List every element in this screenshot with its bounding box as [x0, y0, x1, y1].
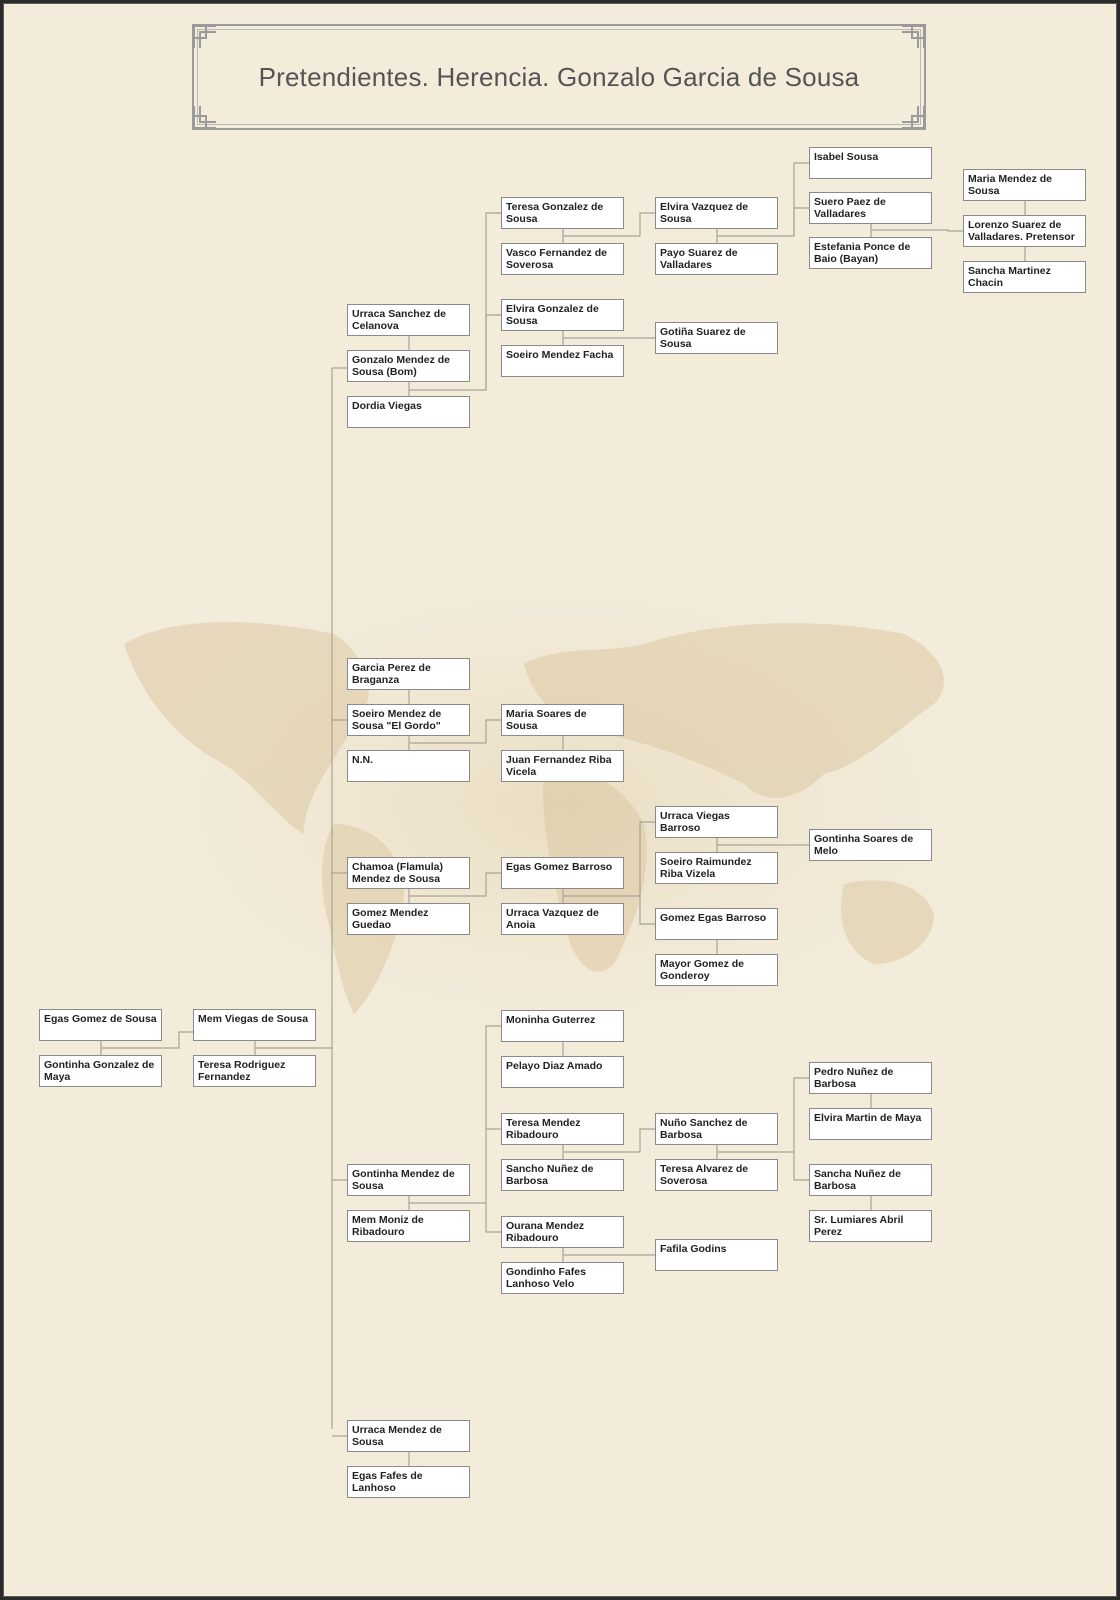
person-box[interactable]: Teresa Gonzalez de Sousa: [501, 197, 624, 229]
person-box[interactable]: Gontinha Mendez de Sousa: [347, 1164, 470, 1196]
person-box[interactable]: Egas Gomez de Sousa: [39, 1009, 162, 1041]
person-box[interactable]: Soeiro Mendez Facha: [501, 345, 624, 377]
person-box[interactable]: Juan Fernandez Riba Vicela: [501, 750, 624, 782]
person-box[interactable]: Lorenzo Suarez de Valladares. Pretensor: [963, 215, 1086, 247]
person-box[interactable]: Maria Mendez de Sousa: [963, 169, 1086, 201]
person-box[interactable]: Payo Suarez de Valladares: [655, 243, 778, 275]
person-box[interactable]: Egas Gomez Barroso: [501, 857, 624, 889]
person-box[interactable]: Isabel Sousa: [809, 147, 932, 179]
person-box[interactable]: Mem Viegas de Sousa: [193, 1009, 316, 1041]
person-box[interactable]: Sancha Nuñez de Barbosa: [809, 1164, 932, 1196]
person-box[interactable]: Elvira Vazquez de Sousa: [655, 197, 778, 229]
person-box[interactable]: Dordia Viegas: [347, 396, 470, 428]
person-box[interactable]: Urraca Mendez de Sousa: [347, 1420, 470, 1452]
person-box[interactable]: Gomez Egas Barroso: [655, 908, 778, 940]
person-box[interactable]: Pelayo Diaz Amado: [501, 1056, 624, 1088]
person-box[interactable]: Vasco Fernandez de Soverosa: [501, 243, 624, 275]
person-box[interactable]: Gonzalo Mendez de Sousa (Bom): [347, 350, 470, 382]
frame-corner-ornament: [192, 104, 218, 130]
person-box[interactable]: Teresa Mendez Ribadouro: [501, 1113, 624, 1145]
frame-corner-ornament: [900, 24, 926, 50]
title-frame: [192, 24, 926, 130]
person-box[interactable]: Pedro Nuñez de Barbosa: [809, 1062, 932, 1094]
person-box[interactable]: Urraca Sanchez de Celanova: [347, 304, 470, 336]
frame-corner-ornament: [192, 24, 218, 50]
person-box[interactable]: Gontinha Soares de Melo: [809, 829, 932, 861]
person-box[interactable]: Mem Moniz de Ribadouro: [347, 1210, 470, 1242]
person-box[interactable]: Sancho Nuñez de Barbosa: [501, 1159, 624, 1191]
person-box[interactable]: N.N.: [347, 750, 470, 782]
person-box[interactable]: Egas Fafes de Lanhoso: [347, 1466, 470, 1498]
person-box[interactable]: Sancha Martinez Chacin: [963, 261, 1086, 293]
person-box[interactable]: Suero Paez de Valladares: [809, 192, 932, 224]
person-box[interactable]: Ourana Mendez Ribadouro: [501, 1216, 624, 1248]
person-box[interactable]: Elvira Gonzalez de Sousa: [501, 299, 624, 331]
person-box[interactable]: Soeiro Mendez de Sousa "El Gordo": [347, 704, 470, 736]
person-box[interactable]: Gontinha Gonzalez de Maya: [39, 1055, 162, 1087]
person-box[interactable]: Mayor Gomez de Gonderoy: [655, 954, 778, 986]
frame-corner-ornament: [900, 104, 926, 130]
person-box[interactable]: Gotiña Suarez de Sousa: [655, 322, 778, 354]
person-box[interactable]: Chamoa (Flamula) Mendez de Sousa: [347, 857, 470, 889]
person-box[interactable]: Estefania Ponce de Baio (Bayan): [809, 237, 932, 269]
person-box[interactable]: Urraca Vazquez de Anoia: [501, 903, 624, 935]
person-box[interactable]: Nuño Sanchez de Barbosa: [655, 1113, 778, 1145]
person-box[interactable]: Soeiro Raimundez Riba Vizela: [655, 852, 778, 884]
person-box[interactable]: Garcia Perez de Braganza: [347, 658, 470, 690]
person-box[interactable]: Teresa Alvarez de Soverosa: [655, 1159, 778, 1191]
pedigree-page: [3, 3, 1117, 1597]
person-box[interactable]: Gomez Mendez Guedao: [347, 903, 470, 935]
person-box[interactable]: Sr. Lumiares Abril Perez: [809, 1210, 932, 1242]
person-box[interactable]: Gondinho Fafes Lanhoso Velo: [501, 1262, 624, 1294]
person-box[interactable]: Maria Soares de Sousa: [501, 704, 624, 736]
person-box[interactable]: Urraca Viegas Barroso: [655, 806, 778, 838]
chart-title: Pretendientes. Herencia. Gonzalo Garcia de Sousa: [258, 62, 860, 92]
person-box[interactable]: Fafila Godins: [655, 1239, 778, 1271]
person-box[interactable]: Elvira Martin de Maya: [809, 1108, 932, 1140]
person-box[interactable]: Moninha Guterrez: [501, 1010, 624, 1042]
person-box[interactable]: Teresa Rodriguez Fernandez: [193, 1055, 316, 1087]
